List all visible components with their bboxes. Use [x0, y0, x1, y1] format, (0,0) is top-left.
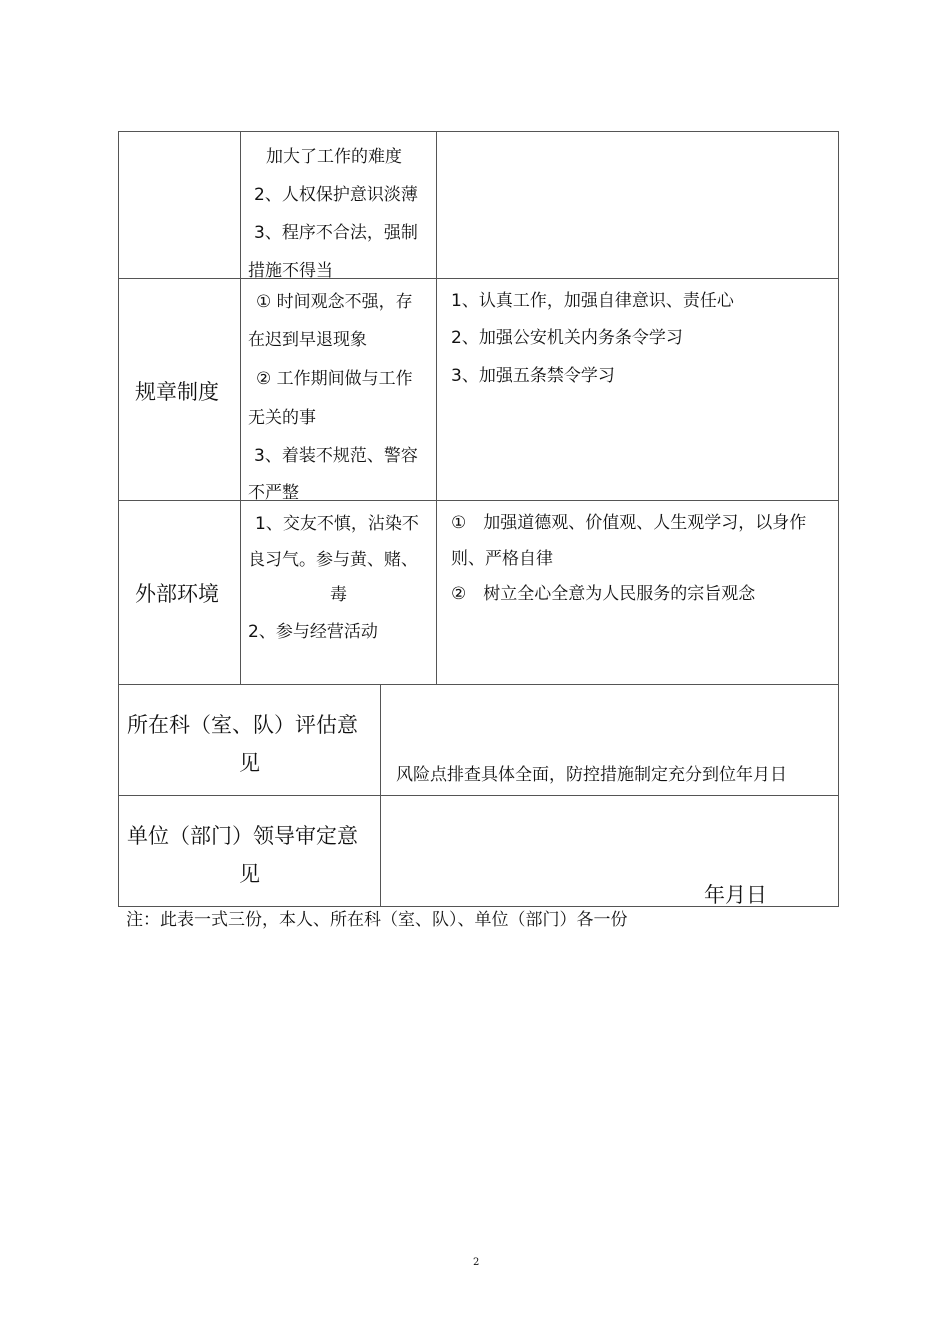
row-divider: [118, 500, 839, 501]
category-label: 规章制度: [135, 380, 219, 404]
column-divider: [380, 684, 381, 907]
risk-line: 不严整: [248, 483, 299, 503]
risk-line: 良习气。参与黄、赌、: [248, 550, 418, 570]
risk-line: 2、人权保护意识淡薄: [254, 185, 418, 205]
table-border-left: [118, 131, 119, 907]
leader-review-label: 单位（部门）领导审定意: [127, 824, 358, 848]
risk-line: 毒: [330, 585, 347, 605]
column-divider: [240, 131, 241, 685]
page-number: 2: [473, 1257, 480, 1268]
measure-line: 3、加强五条禁令学习: [451, 366, 615, 386]
row-divider: [118, 795, 839, 796]
assessment-content: 风险点排查具体全面，防控措施制定充分到位年月日: [396, 765, 787, 785]
measure-line: 1、认真工作，加强自律意识、责任心: [451, 291, 734, 311]
risk-line: 无关的事: [248, 408, 316, 428]
risk-line: 措施不得当: [248, 261, 333, 281]
measure-line: ① 加强道德观、价值观、人生观学习，以身作: [451, 513, 807, 533]
row-divider: [118, 684, 839, 685]
category-label: 外部环境: [135, 582, 219, 606]
risk-line: ② 工作期间做与工作: [256, 369, 413, 389]
risk-line: 3、着装不规范、警容: [254, 446, 418, 466]
risk-line: 2、参与经营活动: [248, 622, 378, 642]
risk-line: 在迟到早退现象: [248, 330, 367, 350]
table-border-right: [838, 131, 839, 907]
risk-line: 加大了工作的难度: [266, 147, 402, 167]
column-divider: [436, 131, 437, 685]
risk-line: 1、交友不慎，沾染不: [255, 514, 419, 534]
leader-review-date: 年月日: [704, 883, 767, 907]
measure-line: ② 树立全心全意为人民服务的宗旨观念: [451, 584, 756, 604]
measure-line: 则、严格自律: [451, 549, 553, 569]
assessment-label: 所在科（室、队）评估意: [127, 713, 358, 737]
row-divider: [118, 278, 839, 279]
leader-review-label-cont: 见: [239, 862, 260, 886]
assessment-label-cont: 见: [239, 751, 260, 775]
table-border-top: [118, 131, 839, 132]
risk-line: ① 时间观念不强，存: [256, 292, 413, 312]
footnote: 注：此表一式三份，本人、所在科（室、队）、单位（部门）各一份: [126, 910, 628, 930]
risk-line: 3、程序不合法，强制: [254, 223, 418, 243]
measure-line: 2、加强公安机关内务条令学习: [451, 328, 683, 348]
